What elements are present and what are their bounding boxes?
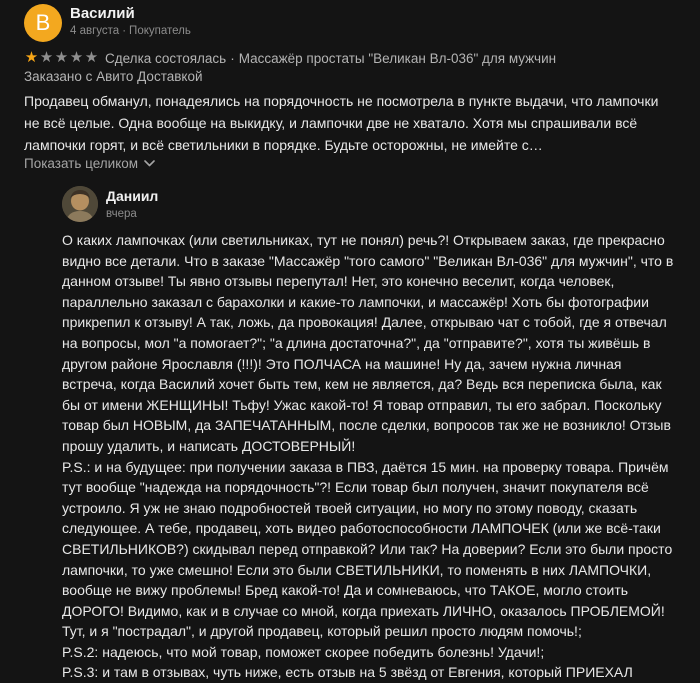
star-icon: ★ — [24, 49, 39, 66]
show-all-label: Показать целиком — [24, 156, 139, 171]
star-icon: ★ — [84, 49, 99, 66]
delivery-info: Заказано с Авито Доставкой — [24, 69, 203, 84]
star-icon: ★ — [54, 49, 69, 66]
show-all-button[interactable] — [24, 156, 155, 171]
star-icon: ★ — [39, 49, 54, 66]
deal-status: Сделка состоялась — [105, 50, 227, 66]
deal-item: Массажёр простаты "Великан Вл-036" для мужчин — [238, 50, 557, 66]
star-icon: ★ — [69, 49, 84, 66]
review-text: Продавец обманул, понадеялись на порядочность не посмотрела в пункте выдачи, что лампочки не всё целые. Одна вообще на выкидку, и лампочки две не хватало. Хотя мы спрашивали всё лампочки горят, и всё светильники в порядке. Будьте осторожны, не имейте с… — [24, 93, 659, 153]
star-rating — [24, 50, 99, 66]
reply-author-name[interactable]: Даниил — [106, 188, 159, 204]
deal-separator: · — [230, 50, 235, 66]
reply-date: вчера — [106, 208, 137, 220]
reply-paragraph: P.S.2: надеюсь, что мой товар, поможет скорее победить болезнь! Удачи!; — [62, 643, 545, 660]
reply-paragraph: О каких лампочках (или светильниках, тут не понял) речь?! Открываем заказ, где прекрасно видно все детали. Что в заказе "Массажёр "того самого" "Великан Вл-036" для мужчин", что в данном отзыве! Ты явно отзывы перепутал! Нет, это конечно веселит, когда человек, параллельно заказал с барахолки и какие-то лампочки, и массажёр! Хоть бы фотографии прикрепил к отзыву! А так, ложь, да провокация! Далее, открываю чат с тобой, где я отвечал на вопросы, мол "а помогает?"; "а длина достаточна?", да "отправите?", хотя ты живёшь в другом районе Ярославля (!!!)! Это ПОЛЧАСА на машине! Ну да, зачем нужна личная встреча, когда Василий хочет быть тем, кем не является, да? Ведь вся переписка была, как бы от имени ЖЕНЩИНЫ! Тьфу! Ужас какой-то! Я товар отправил, ты его забрал. Поскольку товар был НОВЫМ, да ЗАПЕЧАТАННЫМ, после сделки, вопросов так же не возникло! Отзыв прошу удалить, и написать ДОСТОВЕРНЫЙ! — [62, 232, 674, 454]
avatar[interactable] — [62, 186, 98, 222]
review-date: 4 августа — [70, 25, 120, 37]
reply-paragraph: P.S.3: и там в отзывах, чуть ниже, есть отзыв на 5 звёзд от Евгения, который ПРИЕХАЛ — [62, 664, 633, 681]
avatar[interactable]: В — [24, 4, 62, 42]
reply-paragraph: P.S.: и на будущее: при получении заказа в ПВЗ, даётся 15 мин. на проверку товара. Причём тут вообще "надежда на порядочность"?! Если товар был получен, значит покупателя всё устроило. Я уж не знаю подробностей твоей ситуации, но могу по этому поводу, сказать следующее. А тебе, продавец, хоть видео работоспособности ЛАМПОЧЕК (или же всё-таки СВЕТИЛЬНИКОВ?) скидывал перед отправкой? Или так? На доверии? Если это были просто лампочки, то уже смешно! Если это были СВЕТИЛЬНИКИ, то поменять в них ЛАМПОЧКИ, вообще не вижу проблемы! Бред какой-то! Да и сомневаюсь, что ТАКОЕ, могло стоить ДОРОГО! Видимо, как и в случае со мной, когда приехать ЛИЧНО, оказалось ПРОБЛЕМОЙ! Тут, и я "пострадал", и другой продавец, который решил просто людям помочь!; — [62, 458, 673, 640]
reply-text — [62, 230, 678, 683]
chevron-down-icon — [144, 158, 155, 170]
meta-separator: · — [122, 25, 127, 37]
deal-info — [105, 51, 556, 66]
rating-row — [24, 50, 556, 66]
review-author-name[interactable]: Василий — [70, 5, 135, 22]
review-meta — [70, 25, 191, 37]
review-role: Покупатель — [129, 25, 191, 37]
